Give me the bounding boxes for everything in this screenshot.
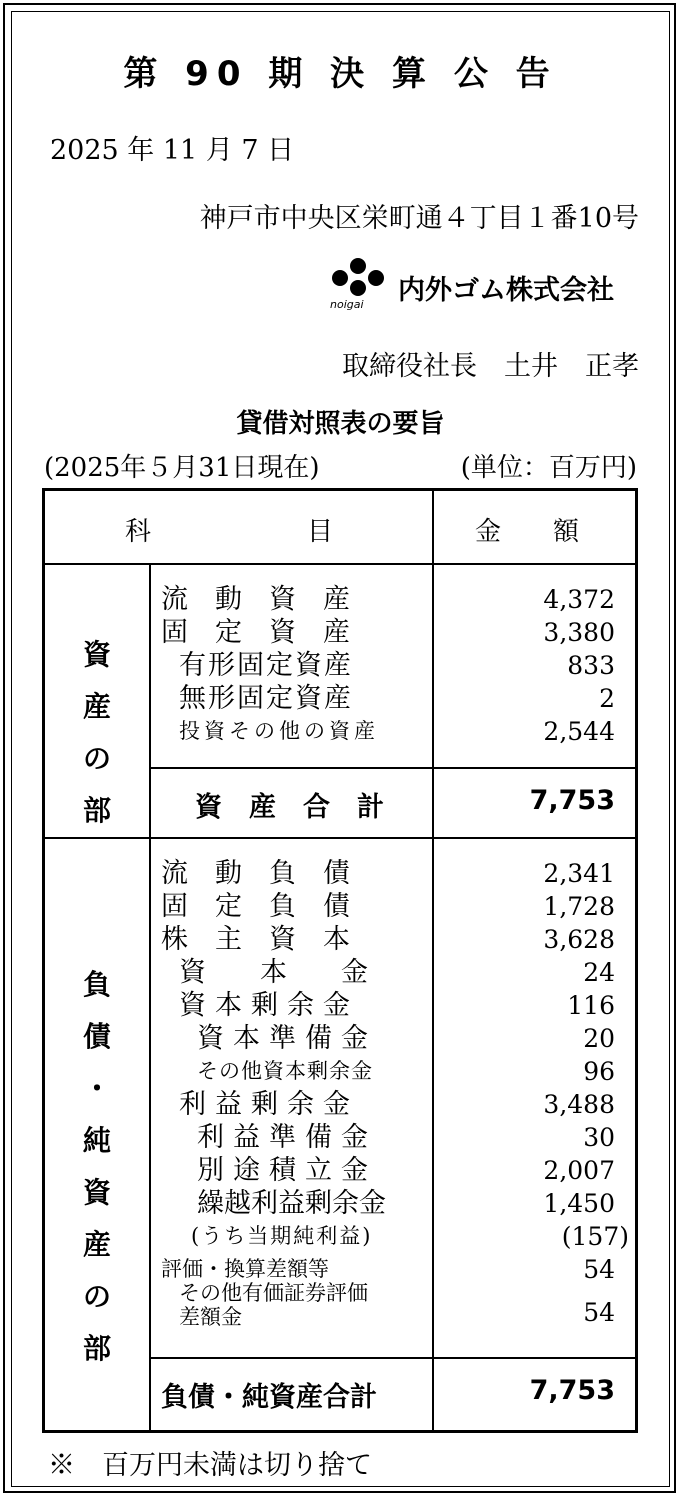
section-column-divider bbox=[149, 563, 151, 1430]
balance-sheet-title: 貸借対照表の要旨 bbox=[236, 409, 445, 439]
equity-item-legal-reserve: 利益準備金 bbox=[197, 1122, 377, 1153]
notice-title: 第 90 期 決 算 公 告 bbox=[123, 54, 558, 94]
asset-item-investments: 投資その他の資産 bbox=[179, 719, 379, 743]
equity-item-securities-2: 差額金 bbox=[179, 1305, 242, 1329]
equity-item-shareholders: 株 主 資 本 bbox=[161, 924, 350, 955]
asset-item-tangible: 有形固定資産 bbox=[179, 650, 353, 681]
subject-column-header: 科 目 bbox=[125, 517, 334, 547]
equity-value-shareholders: 3,628 bbox=[543, 925, 615, 954]
logo-subtext: noigai bbox=[330, 298, 364, 311]
equity-item-general-reserve: 別途積立金 bbox=[197, 1155, 377, 1186]
asset-value-fixed: 3,380 bbox=[543, 618, 615, 647]
header-divider bbox=[45, 563, 635, 565]
liabilities-section-label: 負 債 ・ 純 資 産 の 部 bbox=[82, 968, 111, 1365]
equity-value-capital: 24 bbox=[583, 958, 615, 987]
company-name: 内外ゴム株式会社 bbox=[398, 275, 614, 306]
equity-item-other-capital-surplus: その他資本剰余金 bbox=[197, 1059, 373, 1083]
unit-label: (単位：百万円) bbox=[460, 453, 637, 483]
asset-value-intangible: 2 bbox=[599, 684, 615, 713]
liability-item-fixed: 固 定 負 債 bbox=[161, 891, 350, 922]
assets-section-label: 資 産 の 部 bbox=[82, 638, 111, 827]
liabilities-total-label: 負債・純資産合計 bbox=[161, 1382, 377, 1413]
equity-value-capital-reserve: 20 bbox=[583, 1024, 615, 1053]
equity-value-retained-earnings: 3,488 bbox=[543, 1090, 615, 1119]
notice-date: 2025 年 11 月 7 日 bbox=[50, 135, 295, 166]
equity-item-capital-surplus: 資本剰余金 bbox=[179, 990, 359, 1021]
asset-item-intangible: 無形固定資産 bbox=[179, 683, 353, 714]
equity-item-valuation: 評価・換算差額等 bbox=[161, 1257, 329, 1281]
footnote: ※ 百万円未満は切り捨て bbox=[48, 1450, 372, 1481]
asset-item-fixed: 固 定 資 産 bbox=[161, 617, 350, 648]
section-divider bbox=[45, 837, 635, 839]
liabilities-total-value: 7,753 bbox=[529, 1375, 615, 1406]
equity-item-capital: 資 本 金 bbox=[179, 957, 368, 988]
equity-value-valuation: 54 bbox=[583, 1255, 615, 1284]
representative: 取締役社長 土井 正孝 bbox=[342, 351, 639, 382]
asset-item-current: 流 動 資 産 bbox=[161, 584, 350, 615]
asset-value-tangible: 833 bbox=[567, 651, 615, 680]
assets-total-value: 7,753 bbox=[529, 785, 615, 816]
amount-column-header: 金 額 bbox=[475, 517, 580, 547]
equity-value-net-income: (157) bbox=[561, 1222, 629, 1251]
equity-item-carried-forward: 繰越利益剰余金 bbox=[197, 1188, 386, 1219]
liability-value-fixed: 1,728 bbox=[543, 892, 615, 921]
equity-item-securities-1: その他有価証券評価 bbox=[179, 1281, 368, 1305]
liabilities-total-divider bbox=[149, 1357, 635, 1359]
asset-value-current: 4,372 bbox=[543, 585, 615, 614]
liability-item-current: 流 動 負 債 bbox=[161, 858, 350, 889]
balance-sheet-table bbox=[42, 488, 638, 1433]
liability-value-current: 2,341 bbox=[543, 859, 615, 888]
equity-value-capital-surplus: 116 bbox=[567, 991, 615, 1020]
equity-item-net-income: (うち当期純利益) bbox=[191, 1224, 373, 1248]
assets-total-label: 資 産 合 計 bbox=[195, 792, 384, 823]
asset-value-investments: 2,544 bbox=[543, 717, 615, 746]
amount-column-divider bbox=[432, 491, 434, 1430]
equity-value-other-capital-surplus: 96 bbox=[583, 1057, 615, 1086]
equity-item-capital-reserve: 資本準備金 bbox=[197, 1023, 377, 1054]
as-of-date: (2025年５月31日現在) bbox=[44, 453, 320, 483]
equity-value-general-reserve: 2,007 bbox=[543, 1156, 615, 1185]
company-address: 神戸市中央区栄町通４丁目１番10号 bbox=[199, 203, 639, 234]
company-logo bbox=[328, 256, 640, 316]
equity-value-legal-reserve: 30 bbox=[583, 1123, 615, 1152]
equity-item-retained-earnings: 利益剰余金 bbox=[179, 1089, 359, 1120]
equity-value-securities: 54 bbox=[583, 1298, 615, 1327]
assets-total-divider bbox=[149, 767, 635, 769]
equity-value-carried-forward: 1,450 bbox=[543, 1189, 615, 1218]
